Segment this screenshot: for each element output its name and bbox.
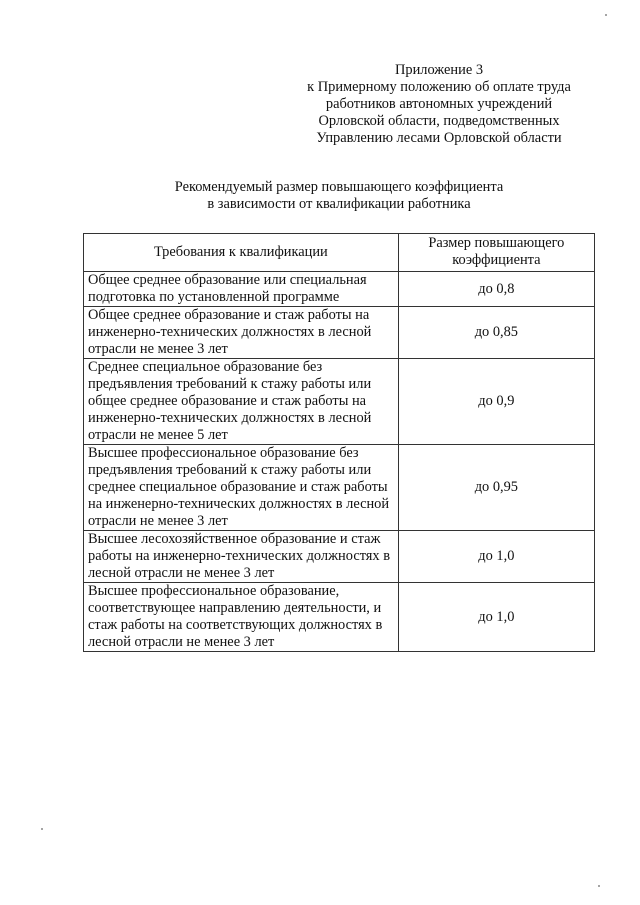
annex-header	[294, 62, 584, 147]
scan-speck	[598, 885, 600, 887]
coefficient-cell: до 0,85	[398, 307, 594, 359]
annex-reference-line: работников автономных учреждений	[325, 96, 553, 112]
annex-reference-line: к Примерному положению об оплате труда	[307, 79, 571, 95]
requirement-cell: Высшее лесохозяйственное образование и стаж работы на инженерно-технических должностях в лесной отрасли не менее 3 лет	[84, 531, 399, 583]
table-row	[84, 359, 595, 445]
requirement-cell: Общее среднее образование или специальная подготовка по установленной программе	[84, 272, 399, 307]
coefficient-cell: до 0,8	[398, 272, 594, 307]
header-requirements: Требования к квалификации	[84, 234, 399, 272]
requirement-cell: Общее среднее образование и стаж работы на инженерно-технических должностях в лесной отрасли не менее 3 лет	[84, 307, 399, 359]
scan-speck	[605, 14, 607, 16]
annex-number: Приложение 3	[394, 62, 484, 78]
table-row	[84, 272, 595, 307]
scan-speck	[41, 828, 43, 830]
coefficient-cell: до 0,95	[398, 445, 594, 531]
coefficient-cell: до 1,0	[398, 583, 594, 652]
document-title	[110, 179, 568, 213]
requirement-cell: Высшее профессиональное образование, соответствующее направлению деятельности, и стаж работы на соответствующих должностях в лесной отрасли не менее 3 лет	[84, 583, 399, 652]
coefficient-cell: до 0,9	[398, 359, 594, 445]
table-row	[84, 307, 595, 359]
table-row	[84, 583, 595, 652]
title-line: в зависимости от квалификации работника	[207, 196, 471, 212]
qualification-coefficient-table	[83, 233, 595, 652]
title-line: Рекомендуемый размер повышающего коэффициента	[174, 179, 504, 195]
table-row	[84, 445, 595, 531]
annex-reference-line: Управлению лесами Орловской области	[316, 130, 562, 146]
table-row	[84, 531, 595, 583]
coefficient-cell: до 1,0	[398, 531, 594, 583]
annex-reference-line: Орловской области, подведомственных	[318, 113, 560, 129]
requirement-cell: Высшее профессиональное образование без предъявления требований к стажу работы или среднее специальное образование и стаж работы на инженерно-технических должностях в лесной отрасли не менее 3 лет	[84, 445, 399, 531]
header-coefficient: Размер повышающего коэффициента	[398, 234, 594, 272]
table-header-row	[84, 234, 595, 272]
requirement-cell: Среднее специальное образование без предъявления требований к стажу работы или общее среднее образование и стаж работы на инженерно-технических должностях в лесной отрасли не менее 5 лет	[84, 359, 399, 445]
